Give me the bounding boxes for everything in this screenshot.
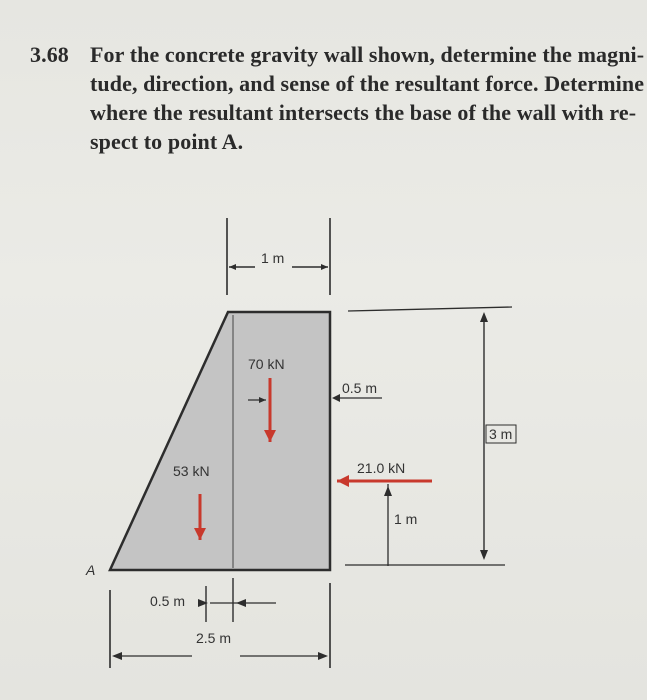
label-05m-bottom: 0.5 m xyxy=(150,593,186,609)
problem-line-1: For the concrete gravity wall shown, determine the magni- xyxy=(90,42,645,67)
dim-1m-arrowhead xyxy=(384,486,392,496)
dim-25-arrow-right xyxy=(318,652,328,660)
dim-05-bottom-arrow-right xyxy=(236,599,246,607)
label-point-a: A xyxy=(86,562,96,578)
label-05m-right: 0.5 m xyxy=(342,380,378,396)
label-21kn: 21.0 kN xyxy=(357,460,406,476)
label-3m: 3 m xyxy=(489,426,513,442)
label-53kn: 53 kN xyxy=(173,463,210,479)
dim-3m-ext-top xyxy=(348,307,512,311)
dim-25-arrow-left xyxy=(112,652,122,660)
label-25m: 2.5 m xyxy=(196,630,232,646)
problem-line-4: spect to point A. xyxy=(90,129,244,154)
dim-3m-arrow-bottom xyxy=(480,550,488,560)
problem-number: 3.68 xyxy=(30,42,69,67)
label-1m: 1 m xyxy=(394,511,418,527)
label-top-1m: 1 m xyxy=(261,250,285,266)
dim-3m-arrow-top xyxy=(480,312,488,322)
problem-line-3: where the resultant intersects the base of the wall with re- xyxy=(90,100,637,125)
dim-05-right-arrowhead xyxy=(332,394,340,402)
label-70kn: 70 kN xyxy=(248,356,285,372)
wall-body xyxy=(110,312,330,570)
problem-line-2: tude, direction, and sense of the resultant force. Determine xyxy=(90,71,645,96)
